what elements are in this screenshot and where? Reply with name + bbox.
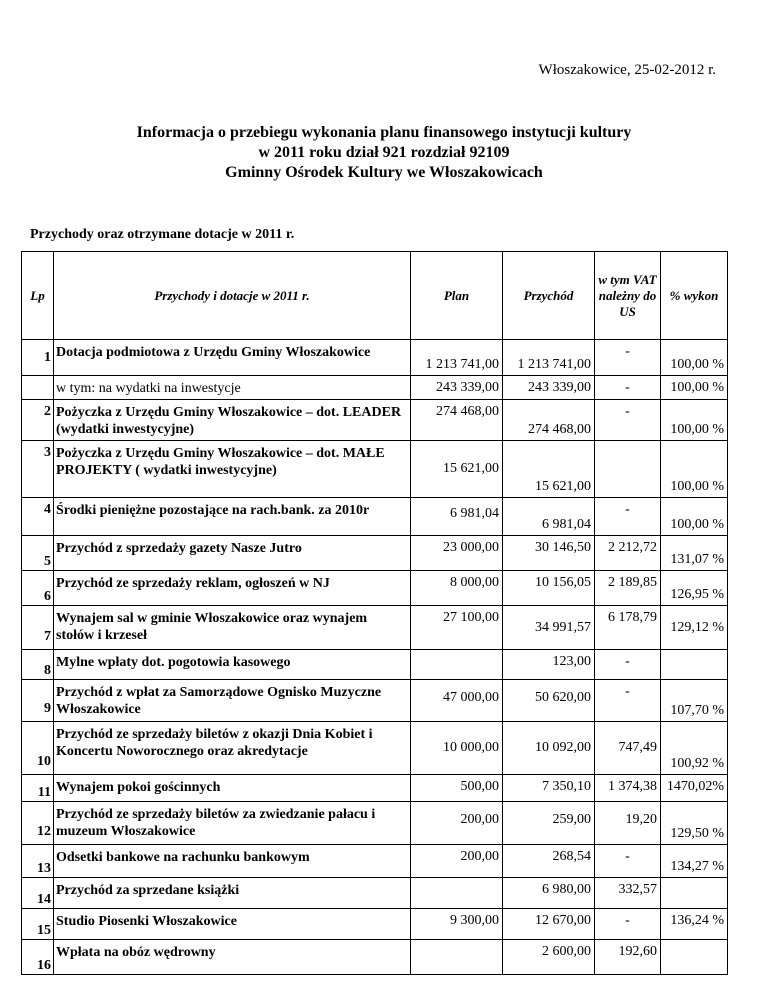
row-description: Wynajem sal w gminie Włoszakowice oraz wynajem stołów i krzeseł [54,606,411,650]
title-line-3: Gminny Ośrodek Kultury we Włoszakowicach [225,164,543,181]
row-description: Przychód ze sprzedaży biletów z okazji Dnia Kobiet i Koncertu Noworocznego oraz akredytacje [54,722,411,775]
income-table [21,251,728,975]
row-plan: 27 100,00 [411,606,503,650]
row-percent [661,650,728,680]
header-percent: % wykon [661,252,728,340]
header-vat: w tym VAT należny do US [595,252,661,340]
row-income: 10 092,00 [503,722,595,775]
table-row [22,909,728,940]
row-lp [22,376,54,400]
row-description: Środki pieniężne pozostające na rach.bank. za 2010r [54,498,411,536]
row-description: Studio Piosenki Włoszakowice [54,909,411,940]
row-lp: 11 [22,775,54,802]
row-lp: 4 [22,498,54,536]
table-row [22,775,728,802]
row-vat: - [595,650,661,680]
table-row [22,498,728,536]
row-percent: 100,92 % [661,722,728,775]
row-vat: 192,60 [595,940,661,975]
row-lp: 3 [22,441,54,498]
row-description: Przychód za sprzedane książki [54,878,411,909]
row-income: 6 981,04 [503,498,595,536]
header-plan: Plan [411,252,503,340]
row-vat: 2 189,85 [595,571,661,606]
table-row [22,722,728,775]
row-vat: - [595,680,661,722]
row-plan [411,940,503,975]
row-vat: 6 178,79 [595,606,661,650]
row-income: 268,54 [503,845,595,878]
row-vat: - [595,400,661,441]
row-plan: 200,00 [411,845,503,878]
row-description: w tym: na wydatki na inwestycje [54,376,411,400]
row-income: 243 339,00 [503,376,595,400]
row-description: Pożyczka z Urzędu Gminy Włoszakowice – dot. MAŁE PROJEKTY ( wydatki inwestycyjne) [54,441,411,498]
table-row [22,400,728,441]
header-income: Przychód [503,252,595,340]
row-lp: 7 [22,606,54,650]
row-plan: 200,00 [411,802,503,845]
row-lp: 14 [22,878,54,909]
row-description: Wpłata na obóz wędrowny [54,940,411,975]
row-vat [595,441,661,498]
table-row [22,878,728,909]
row-plan: 243 339,00 [411,376,503,400]
header-description: Przychody i dotacje w 2011 r. [54,252,411,340]
table-row [22,441,728,498]
table-row [22,845,728,878]
table-row [22,940,728,975]
row-percent: 1470,02% [661,775,728,802]
row-plan: 9 300,00 [411,909,503,940]
row-percent: 100,00 % [661,400,728,441]
row-plan: 47 000,00 [411,680,503,722]
row-description: Przychód z wpłat za Samorządowe Ognisko Muzyczne Włoszakowice [54,680,411,722]
row-income: 10 156,05 [503,571,595,606]
title-line-2: w 2011 roku dział 921 rozdział 92109 [258,144,510,161]
row-vat: 747,49 [595,722,661,775]
row-income: 7 350,10 [503,775,595,802]
row-plan: 274 468,00 [411,400,503,441]
row-plan: 6 981,04 [411,498,503,536]
row-description: Odsetki bankowe na rachunku bankowym [54,845,411,878]
row-description: Przychód ze sprzedaży reklam, ogłoszeń w NJ [54,571,411,606]
row-percent: 129,50 % [661,802,728,845]
row-lp: 1 [22,340,54,376]
row-plan: 15 621,00 [411,441,503,498]
row-income: 1 213 741,00 [503,340,595,376]
table-row [22,606,728,650]
row-percent: 136,24 % [661,909,728,940]
row-percent: 134,27 % [661,845,728,878]
row-percent [661,878,728,909]
row-income: 15 621,00 [503,441,595,498]
row-income: 123,00 [503,650,595,680]
row-income: 34 991,57 [503,606,595,650]
row-lp: 6 [22,571,54,606]
row-percent: 100,00 % [661,340,728,376]
table-row [22,802,728,845]
table-row [22,340,728,376]
row-income: 12 670,00 [503,909,595,940]
row-lp: 16 [22,940,54,975]
row-income: 50 620,00 [503,680,595,722]
table-header-row [22,252,728,340]
row-lp: 8 [22,650,54,680]
row-lp: 12 [22,802,54,845]
title-line-1: Informacja o przebiegu wykonania planu finansowego instytucji kultury [136,124,632,141]
row-plan: 500,00 [411,775,503,802]
row-vat: - [595,498,661,536]
row-description: Przychód z sprzedaży gazety Nasze Jutro [54,536,411,571]
table-row [22,571,728,606]
row-percent: 131,07 % [661,536,728,571]
row-plan [411,650,503,680]
row-percent: 107,70 % [661,680,728,722]
row-vat: 332,57 [595,878,661,909]
row-percent: 100,00 % [661,498,728,536]
row-plan [411,878,503,909]
row-vat: 19,20 [595,802,661,845]
row-description: Pożyczka z Urzędu Gminy Włoszakowice – dot. LEADER (wydatki inwestycyjne) [54,400,411,441]
row-lp: 15 [22,909,54,940]
row-percent: 100,00 % [661,376,728,400]
row-lp: 5 [22,536,54,571]
row-plan: 10 000,00 [411,722,503,775]
row-plan: 23 000,00 [411,536,503,571]
row-vat: 1 374,38 [595,775,661,802]
table-row [22,650,728,680]
table-row [22,376,728,400]
row-description: Mylne wpłaty dot. pogotowia kasowego [54,650,411,680]
row-vat: 2 212,72 [595,536,661,571]
row-vat: - [595,845,661,878]
row-income: 6 980,00 [503,878,595,909]
row-lp: 9 [22,680,54,722]
row-vat: - [595,909,661,940]
table-row [22,680,728,722]
row-lp: 2 [22,400,54,441]
row-description: Przychód ze sprzedaży biletów za zwiedzanie pałacu i muzeum Włoszakowice [54,802,411,845]
row-vat: - [595,340,661,376]
header-lp: Lp [22,252,54,340]
row-percent: 126,95 % [661,571,728,606]
row-lp: 10 [22,722,54,775]
row-percent: 129,12 % [661,606,728,650]
row-income: 259,00 [503,802,595,845]
row-income: 2 600,00 [503,940,595,975]
section-subtitle: Przychody oraz otrzymane dotacje w 2011 r. [30,227,295,242]
row-description: Wynajem pokoi gościnnych [54,775,411,802]
row-percent: 100,00 % [661,441,728,498]
row-income: 30 146,50 [503,536,595,571]
row-lp: 13 [22,845,54,878]
row-description: Dotacja podmiotowa z Urzędu Gminy Włoszakowice [54,340,411,376]
row-vat: - [595,376,661,400]
document-date: Włoszakowice, 25-02-2012 r. [538,62,716,78]
row-plan: 1 213 741,00 [411,340,503,376]
row-percent [661,940,728,975]
row-plan: 8 000,00 [411,571,503,606]
row-income: 274 468,00 [503,400,595,441]
table-row [22,536,728,571]
